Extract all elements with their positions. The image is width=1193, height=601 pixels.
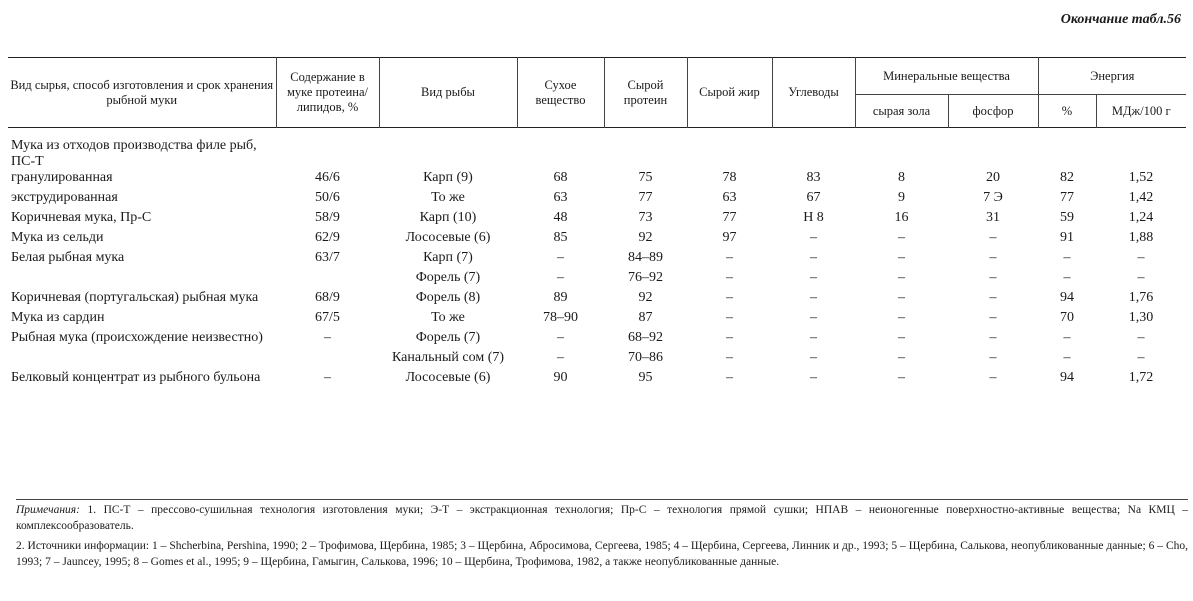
cell-carb: 67 [806,190,821,205]
cell-phos: – [989,350,997,365]
cell-carb: Н 8 [803,210,824,225]
row-label: Рыбная мука (происхождение неизвестно) [11,330,263,345]
footnote-1-text: 1. ПС-Т – прессово-сушильная технология изготовления муки; Э-Т – экстракционная технология; Пр-С – технология прямой сушки; НПАВ – неионогенные поверхностно-активные вещества; Na КМЦ – комплексообразователь. [16,504,1188,532]
cell-content: 58/9 [315,210,340,225]
table-row [8,230,1186,250]
header-protein: Сырой протеин [604,58,687,128]
table-body [8,128,1186,391]
cell-fish: Форель (8) [415,290,481,305]
cell-content: 62/9 [315,230,340,245]
cell-ash: 8 [898,170,905,185]
cell-energy-mj: 1,88 [1128,230,1154,245]
cell-energy-mj: 1,42 [1128,190,1154,205]
row-label: Белая рыбная мука [11,250,125,265]
data-table [8,57,1186,390]
cell-ash: – [898,270,905,285]
cell-energy-pct [1038,128,1096,171]
cell-protein: 87 [638,310,653,325]
cell-fat: 63 [722,190,737,205]
cell-fish: Карп (7) [423,250,473,265]
cell-content: 63/7 [315,250,340,265]
cell-dry: – [557,350,564,365]
cell-ash: – [898,230,905,245]
cell-energy-pct: 94 [1060,370,1074,385]
cell-dry: – [557,250,564,265]
cell-fish: Канальный сом (7) [391,350,505,365]
cell-protein: 70–86 [628,350,663,365]
cell-phos: 31 [986,210,1000,225]
header-ash: сырая зола [855,95,948,128]
cell-fat: – [726,350,733,365]
cell-dry: 89 [553,290,568,305]
cell-ash [855,128,948,171]
cell-ash: 9 [898,190,905,205]
cell-energy-mj: 1,52 [1128,170,1154,185]
cell-energy-mj [1096,128,1186,171]
footnote-label: Примечания: [16,504,80,516]
cell-ash: – [898,330,905,345]
cell-fish: Форель (7) [415,270,481,285]
footnote-1 [16,502,1188,534]
cell-carb: – [810,330,817,345]
cell-content: 46/6 [315,170,340,185]
cell-ash: – [898,370,905,385]
cell-energy-mj: 1,24 [1128,210,1154,225]
cell-phos: – [989,270,997,285]
header-source: Вид сырья, способ изготовления и срок хранения рыбной муки [10,77,274,107]
cell-dry: – [557,270,564,285]
cell-phos: – [989,330,997,345]
row-label: Коричневая (португальская) рыбная мука [11,290,259,305]
cell-fat: 78 [722,170,737,185]
table-row [8,370,1186,390]
cell-energy-pct: 59 [1060,210,1074,225]
cell-fat: – [726,370,733,385]
row-label: Мука из отходов производства филе рыб, ПС-Т [11,138,257,169]
cell-protein: 73 [638,210,653,225]
cell-energy-pct: – [1063,330,1071,345]
cell-content [276,350,379,370]
cell-fat [687,128,772,171]
cell-fat: – [726,330,733,345]
cell-fat: – [726,290,733,305]
cell-energy-mj: – [1137,270,1145,285]
cell-content: 50/6 [315,190,340,205]
cell-phos: 7 Э [983,190,1003,205]
footnotes [16,499,1188,574]
cell-fish: Карп (10) [419,210,477,225]
header-carb: Углеводы [772,58,855,128]
cell-fat: – [726,310,733,325]
table-caption: Окончание табл.56 [1060,12,1181,27]
cell-energy-pct: 94 [1060,290,1074,305]
cell-carb: – [810,350,817,365]
table-header [8,58,1186,128]
row-label: экструдированная [11,190,118,205]
cell-protein: 92 [638,290,653,305]
table-row [8,270,1186,290]
cell-carb: – [810,310,817,325]
cell-fat: – [726,270,733,285]
cell-content: 67/5 [315,310,340,325]
cell-fish: Лососевые (6) [405,230,491,245]
cell-carb: 83 [806,170,821,185]
cell-fat: 77 [722,210,737,225]
cell-fat: – [726,250,733,265]
row-label [8,270,276,290]
row-label: Коричневая мука, Пр-С [11,210,152,225]
table-row [8,330,1186,350]
cell-energy-mj: 1,72 [1128,370,1154,385]
cell-content [276,270,379,290]
table-row [8,250,1186,270]
cell-phos: – [989,370,997,385]
cell-energy-mj: – [1137,350,1145,365]
cell-dry [517,128,604,171]
header-fish: Вид рыбы [379,58,517,128]
header-energy-mj: МДж/100 г [1096,95,1186,128]
row-label: гранулированная [11,170,113,185]
cell-fat: 97 [722,230,737,245]
cell-energy-mj: – [1137,330,1145,345]
header-dry: Сухое вещество [517,58,604,128]
cell-ash: – [898,250,905,265]
header-phos: фосфор [948,95,1038,128]
cell-protein: 76–92 [628,270,663,285]
cell-dry: 63 [553,190,568,205]
cell-energy-pct: 82 [1060,170,1074,185]
row-label: Мука из сардин [11,310,105,325]
cell-energy-pct: 91 [1060,230,1074,245]
table-row [8,128,1186,171]
cell-phos: – [989,290,997,305]
cell-content: 68/9 [315,290,340,305]
cell-phos: – [989,310,997,325]
row-label: Белковый концентрат из рыбного бульона [11,370,261,385]
cell-ash: – [898,350,905,365]
cell-ash: – [898,290,905,305]
footnote-2 [16,538,1188,570]
cell-fish: То же [431,190,465,205]
cell-dry: 48 [553,210,568,225]
cell-energy-pct: 77 [1060,190,1074,205]
cell-protein: 77 [638,190,653,205]
header-content: Содержание в муке протеина/ липидов, % [276,58,379,128]
cell-carb: – [810,290,817,305]
cell-carb: – [810,250,817,265]
cell-energy-mj: 1,76 [1128,290,1154,305]
cell-fish [379,128,517,171]
table-row [8,290,1186,310]
cell-fish: Карп (9) [423,170,473,185]
cell-dry: 90 [553,370,568,385]
cell-energy-pct: – [1063,270,1071,285]
row-label: Мука из сельди [11,230,104,245]
header-fat: Сырой жир [687,58,772,128]
cell-phos: – [989,250,997,265]
cell-protein: 95 [638,370,653,385]
cell-protein: 68–92 [628,330,663,345]
cell-dry: 78–90 [543,310,578,325]
cell-ash: 16 [894,210,909,225]
header-energy-group: Энергия [1038,58,1186,95]
table-row [8,170,1186,190]
cell-fish: Форель (7) [415,330,481,345]
header-mineral-group: Минеральные вещества [855,58,1038,95]
table-row [8,210,1186,230]
cell-content: – [324,330,331,345]
cell-protein: 75 [638,170,653,185]
cell-energy-pct: – [1063,250,1071,265]
cell-protein: 84–89 [628,250,663,265]
cell-phos [948,128,1038,171]
table-row [8,190,1186,210]
header-energy-pct: % [1038,95,1096,128]
table-row [8,350,1186,370]
cell-ash: – [898,310,905,325]
cell-carb: – [810,270,817,285]
cell-dry: – [557,330,564,345]
cell-content [276,128,379,171]
cell-fish: Лососевые (6) [405,370,491,385]
row-label [8,350,276,370]
footnote-2-text: 2. Источники информации: 1 – Shcherbina, Pershina, 1990; 2 – Трофимова, Щербина, 1985; 3 – Щербина, Абросимова, Сергеева, 1985; 4 – Щербина, Сергеева, Линник и др., 1993; 5 – Щербина, Салькова, неопубликованные данные; 6 – Cho, 1993; 7 – Jauncey, 1995; 8 – Gomes et al., 1995; 9 – Щербина, Гамыгин, Салькова, 1996; 10 – Щербина, Трофимова, 1982, а также неопубликованные данные. [16,540,1188,568]
cell-energy-pct: 70 [1060,310,1074,325]
cell-carb: – [810,230,817,245]
cell-energy-mj: 1,30 [1128,310,1154,325]
cell-dry: 85 [553,230,568,245]
cell-protein: 92 [638,230,653,245]
cell-protein [604,128,687,171]
cell-energy-mj: – [1137,250,1145,265]
cell-phos: – [989,230,997,245]
cell-content: – [324,370,331,385]
cell-carb [772,128,855,171]
cell-energy-pct: – [1063,350,1071,365]
cell-dry: 68 [553,170,568,185]
table-row [8,310,1186,330]
cell-phos: 20 [986,170,1000,185]
cell-fish: То же [431,310,465,325]
cell-carb: – [810,370,817,385]
